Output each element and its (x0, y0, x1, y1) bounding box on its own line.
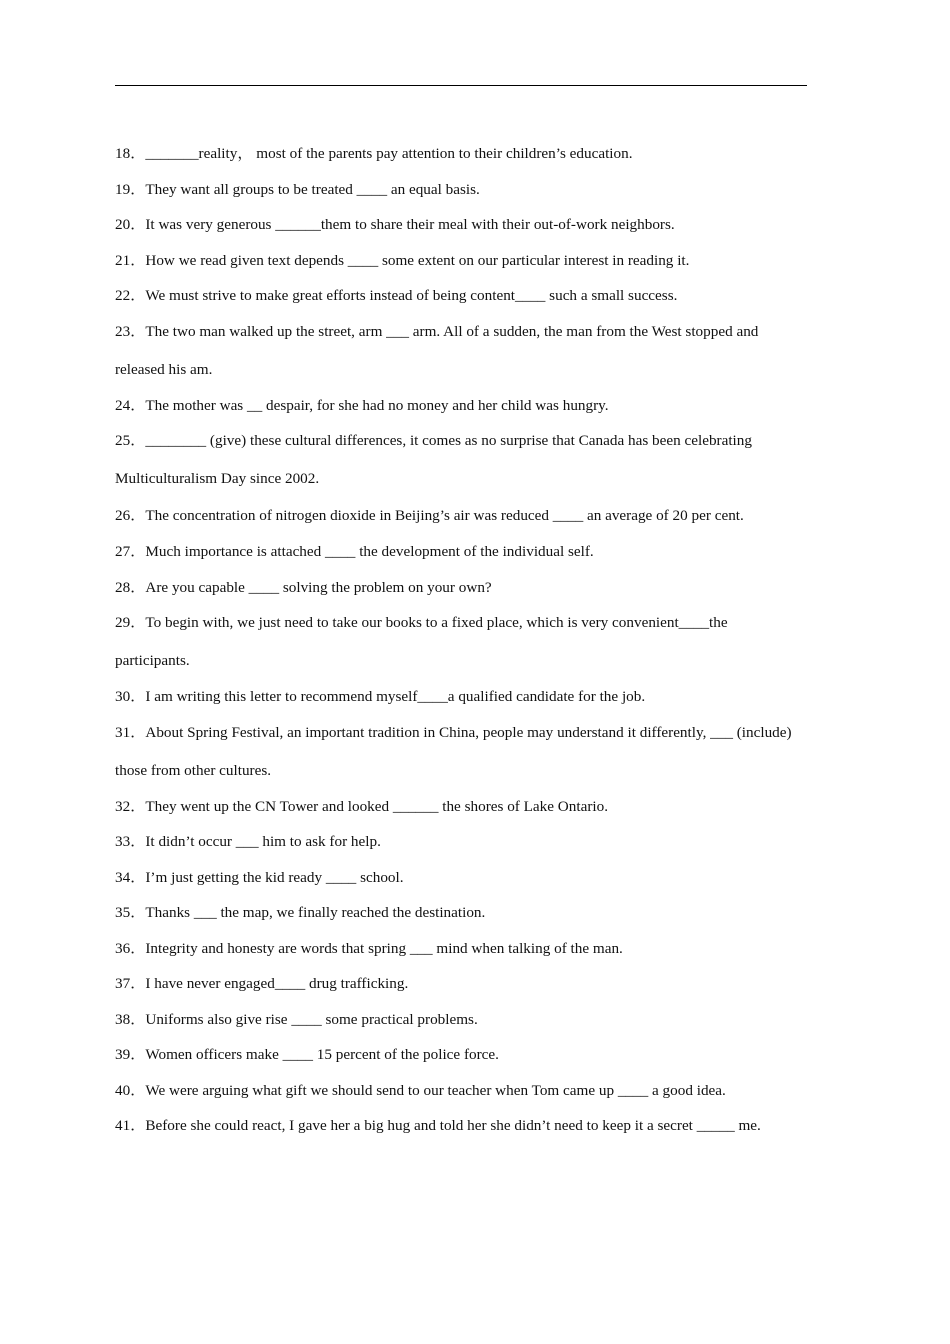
question-41 (115, 1107, 805, 1145)
question-32 (115, 789, 805, 825)
question-number: 33． (115, 833, 146, 850)
question-38 (115, 1002, 805, 1038)
question-text: Thanks ___ the map, we finally reached the destination. (145, 904, 486, 921)
question-33 (115, 824, 805, 860)
question-text: Uniforms also give rise ____ some practical problems. (145, 1010, 478, 1028)
question-37 (115, 966, 805, 1002)
question-text: I have never engaged____ drug trafficking. (145, 975, 409, 992)
question-text: Before she could react, I gave her a big hug and told her she didn’t need to keep it a secret _____ me. (145, 1117, 761, 1134)
question-text: To begin with, we just need to take our books to a fixed place, which is very convenient____the participants. (115, 614, 728, 669)
question-text: Integrity and honesty are words that spring ___ mind when talking of the man. (145, 939, 623, 957)
question-list (115, 136, 805, 1144)
question-25 (115, 422, 805, 498)
question-31 (115, 714, 805, 790)
question-text: It didn’t occur ___ him to ask for help. (145, 833, 381, 850)
question-26 (115, 497, 805, 535)
question-text: The two man walked up the street, arm ___ arm. All of a sudden, the man from the West stopped and released his am. (115, 322, 759, 378)
question-18 (115, 136, 805, 172)
question-text: It was very generous ______them to share their meal with their out-of-work neighbors. (145, 216, 675, 233)
question-number: 41． (115, 1117, 146, 1134)
question-number: 18． (115, 145, 146, 162)
question-number: 35． (115, 904, 146, 921)
question-34 (115, 860, 805, 896)
question-text: They want all groups to be treated ____ an equal basis. (145, 180, 480, 198)
question-35 (115, 895, 805, 931)
question-39 (115, 1037, 805, 1073)
question-23 (115, 313, 805, 389)
question-number: 38． (115, 1010, 146, 1028)
question-20 (115, 207, 805, 243)
question-number: 27． (115, 543, 146, 560)
question-number: 22． (115, 287, 146, 304)
question-number: 36． (115, 939, 146, 957)
question-text: Much importance is attached ____ the development of the individual self. (145, 543, 594, 560)
question-number: 25． (115, 432, 146, 449)
question-text: They went up the CN Tower and looked ______ the shores of Lake Ontario. (145, 797, 608, 815)
question-number: 28． (115, 578, 146, 596)
question-27 (115, 534, 805, 570)
question-24 (115, 388, 805, 424)
question-number: 31． (115, 723, 146, 741)
question-number: 29． (115, 614, 146, 631)
question-29 (115, 604, 805, 680)
question-36 (115, 931, 805, 967)
question-30 (115, 679, 805, 715)
question-text: The mother was __ despair, for she had no money and her child was hungry. (145, 396, 609, 414)
question-number: 26． (115, 507, 146, 524)
question-text: About Spring Festival, an important tradition in China, people may understand it differently, ___ (include) those from other cultures. (115, 723, 792, 779)
question-text: I’m just getting the kid ready ____ school. (145, 868, 404, 886)
question-number: 23． (115, 322, 146, 340)
question-number: 39． (115, 1046, 146, 1063)
question-number: 19． (115, 180, 146, 198)
question-text: I am writing this letter to recommend myself____a qualified candidate for the job. (145, 688, 646, 705)
question-number: 37． (115, 975, 146, 992)
question-text: Are you capable ____ solving the problem on your own? (145, 578, 492, 596)
question-22 (115, 278, 805, 314)
question-number: 32． (115, 797, 146, 815)
question-number: 34． (115, 868, 146, 886)
question-text: We must strive to make great efforts instead of being content____ such a small success. (145, 287, 678, 304)
question-19 (115, 172, 805, 208)
question-text: _______reality， most of the parents pay attention to their children’s education. (145, 145, 633, 162)
question-40 (115, 1073, 805, 1109)
question-28 (115, 570, 805, 606)
question-text: Women officers make ____ 15 percent of the police force. (145, 1046, 499, 1063)
question-text: How we read given text depends ____ some extent on our particular interest in reading it. (145, 251, 690, 269)
question-number: 30． (115, 688, 146, 705)
question-number: 24． (115, 396, 146, 414)
question-text: The concentration of nitrogen dioxide in Beijing’s air was reduced ____ an average of 20 per cent. (145, 507, 744, 524)
question-21 (115, 243, 805, 279)
question-text: ________ (give) these cultural differences, it comes as no surprise that Canada has been celebrating Multiculturalism Day since 2002. (115, 432, 752, 487)
question-number: 20． (115, 216, 146, 233)
question-number: 21． (115, 251, 146, 269)
header-rule (115, 85, 807, 86)
question-text: We were arguing what gift we should send to our teacher when Tom came up ____ a good idea. (145, 1081, 726, 1099)
question-number: 40． (115, 1081, 146, 1099)
